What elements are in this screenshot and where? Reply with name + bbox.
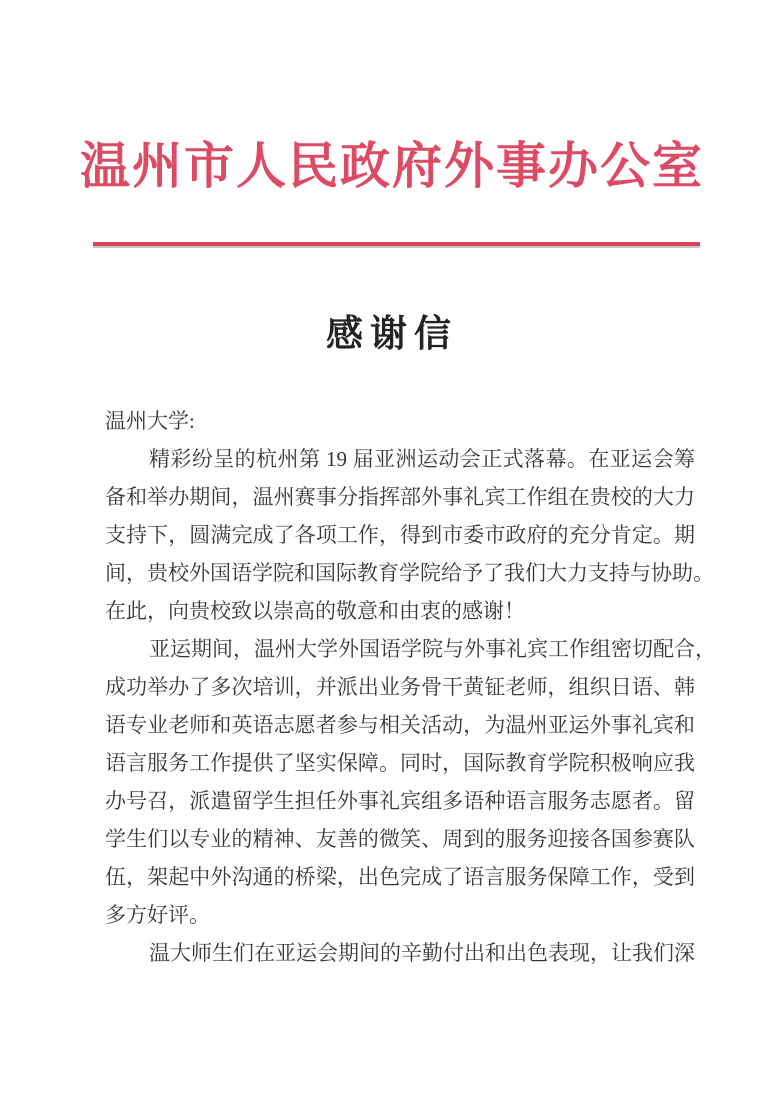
letter-body-line: 语言服务工作提供了坚实保障。同时，国际教育学院积极响应我: [105, 751, 695, 775]
letter-body-line: 在此，向贵校致以崇高的敬意和由衷的感谢！: [105, 599, 525, 623]
letter-body-line: 精彩纷呈的杭州第 19 届亚洲运动会正式落幕。在亚运会筹: [149, 447, 695, 471]
letter-body-line: 成功举办了多次培训，并派出业务骨干黄钲老师，组织日语、韩: [105, 675, 695, 699]
letterhead-divider-rule: [93, 242, 700, 246]
letter-body-line: 伍，架起中外沟通的桥梁，出色完成了语言服务保障工作，受到: [105, 865, 695, 889]
letter-body-line: 多方好评。: [105, 903, 210, 927]
letter-body-line: 亚运期间，温州大学外国语学院与外事礼宾工作组密切配合，: [149, 637, 716, 661]
letter-body-line: 学生们以专业的精神、友善的微笑、周到的服务迎接各国参赛队: [105, 827, 695, 851]
letter-body-line: 办号召，派遣留学生担任外事礼宾组多语种语言服务志愿者。留: [105, 789, 695, 813]
letterhead-org-name: 温州市人民政府外事办公室: [80, 138, 704, 194]
letter-body-line: 备和举办期间，温州赛事分指挥部外事礼宾工作组在贵校的大力: [105, 485, 695, 509]
letter-body: [105, 402, 716, 972]
letter-body-line: 间，贵校外国语学院和国际教育学院给予了我们大力支持与协助。: [105, 561, 714, 585]
letter-body-line: 温州大学:: [105, 409, 195, 433]
letter-title: 感谢信: [326, 314, 458, 355]
letter-body-line: 语专业老师和英语志愿者参与相关活动，为温州亚运外事礼宾和: [105, 713, 695, 737]
letter-body-line: 温大师生们在亚运会期间的辛勤付出和出色表现，让我们深: [149, 941, 695, 965]
letter-body-line: 支持下，圆满完成了各项工作，得到市委市政府的充分肯定。期: [105, 523, 695, 547]
